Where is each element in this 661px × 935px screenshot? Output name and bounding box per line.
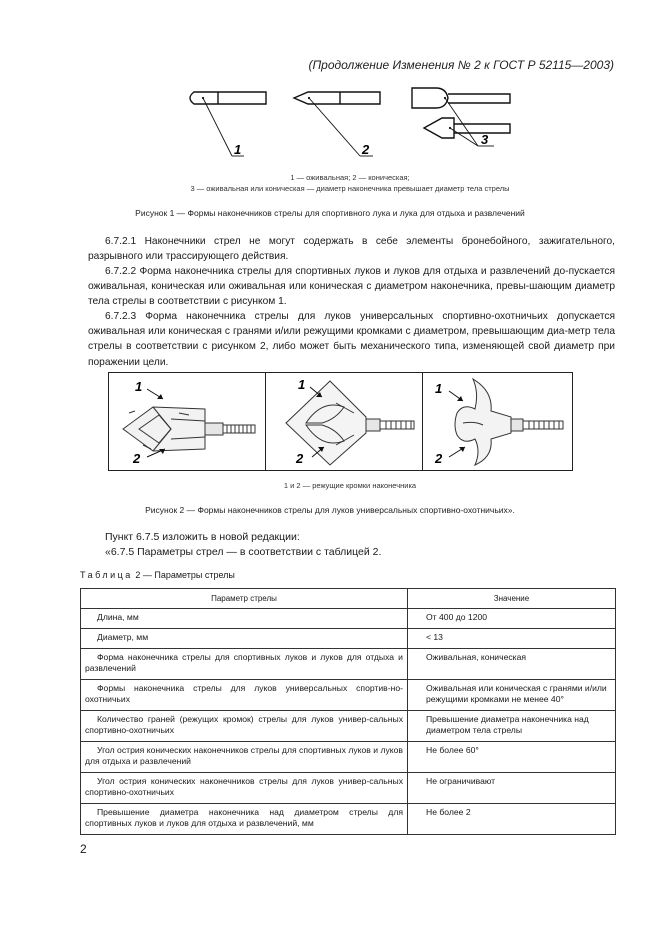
figure-2-panel-bladed [109, 373, 266, 470]
table-cell-value: < 13 [408, 629, 616, 649]
table-cell-parameter: Диаметр, мм [81, 629, 408, 649]
fig1-callout-1: 1 [234, 142, 242, 157]
fig2-panel2-callout-1: 1 [298, 377, 306, 392]
fig1-callout-2: 2 [362, 142, 370, 157]
parameters-table [80, 588, 616, 835]
fig2-panel3-callout-1: 1 [435, 381, 443, 396]
table-row [81, 742, 616, 773]
column-header-value: Значение [408, 589, 616, 609]
fig2-panel1-callout-1: 1 [135, 379, 143, 394]
figure-2-panel-delta [266, 373, 423, 470]
table-cell-parameter: Количество граней (режущих кромок) стрелы для луков универ-сальных спортивно-охотничьих [81, 711, 408, 742]
table-cell-parameter: Длина, мм [81, 609, 408, 629]
table-cell-value: Не более 60° [408, 742, 616, 773]
delta-broadhead-drawing [266, 373, 422, 470]
table-label: Таблица [80, 570, 133, 580]
table-row [81, 629, 616, 649]
table-cell-value: Оживальная или коническая с гранями и/или режущими кромками не менее 40° [408, 680, 616, 711]
figure-1-arrowhead-drawing [180, 82, 520, 172]
figure-2-caption: Рисунок 2 — Формы наконечников стрелы для луков универсальных спортивно-охотничьих». [145, 505, 515, 515]
figure-1-legend-line-2: 3 — оживальная или коническая — диаметр наконечника превышает диаметр тела стрелы [190, 184, 510, 193]
amendment-line-2: «6.7.5 Параметры стрел — в соответствии с таблицей 2. [105, 546, 382, 558]
curved-broadhead-drawing [423, 373, 572, 470]
table-cell-value: Оживальная, коническая [408, 649, 616, 680]
table-row [81, 711, 616, 742]
figure-2-panel-curved [423, 373, 572, 470]
table-cell-parameter: Формы наконечника стрелы для луков универсальных спортив-но-охотничьих [81, 680, 408, 711]
table-cell-parameter: Угол острия конических наконечников стрелы для спортивных луков и луков для отдыха и развлечений [81, 742, 408, 773]
table-cell-parameter: Форма наконечника стрелы для спортивных луков и луков для отдыха и развлечений [81, 649, 408, 680]
figure-1-caption: Рисунок 1 — Формы наконечников стрелы для спортивного лука и лука для отдыха и развлечений [135, 208, 525, 218]
table-cell-value: От 400 до 1200 [408, 609, 616, 629]
fig2-panel1-callout-2: 2 [133, 451, 141, 466]
running-header: (Продолжение Изменения № 2 к ГОСТ Р 52115—2003) [308, 58, 614, 72]
fig2-panel2-callout-2: 2 [296, 451, 304, 466]
table-row [81, 804, 616, 835]
fig2-panel3-callout-2: 2 [435, 451, 443, 466]
table-row [81, 680, 616, 711]
fig1-callout-3: 3 [481, 132, 489, 147]
bladed-broadhead-drawing [109, 373, 265, 470]
table-header-row [81, 589, 616, 609]
column-header-parameter: Параметр стрелы [81, 589, 408, 609]
table-cell-value: Не более 2 [408, 804, 616, 835]
table-title-text: — Параметры стрелы [142, 570, 235, 580]
table-row [81, 649, 616, 680]
figure-2-frame [108, 372, 573, 471]
table-cell-value: Не ограничивают [408, 773, 616, 804]
paragraph-6-7-2-3: 6.7.2.3 Форма наконечника стрелы для луков универсальных спортивно-охотничьих допускается оживальная или коническая с гранями и/или режущими кромками с диаметром, превышающим диа-метр тела стрелы в соответствии с рисунком 2, либо может быть механического типа, изменяющей свой диаметр при поражении цели. [88, 311, 615, 368]
table-row [81, 773, 616, 804]
figure-2-legend: 1 и 2 — режущие кромки наконечника [283, 481, 417, 490]
paragraph-6-7-2-1: 6.7.2.1 Наконечники стрел не могут содержать в себе элементы бронебойного, зажигательного, разрывного или трассирующего действия. [88, 236, 615, 263]
table-cell-parameter: Угол острия конических наконечников стрелы для луков универ-сальных спортивно-охотничьих [81, 773, 408, 804]
table-title [80, 570, 235, 580]
table-cell-parameter: Превышение диаметра наконечника над диаметром стрелы для спортивных луков и луков для отдыха и развлечений, мм [81, 804, 408, 835]
table-number: 2 [135, 570, 141, 580]
page-number: 2 [80, 842, 87, 856]
paragraph-6-7-2-2: 6.7.2.2 Форма наконечника стрелы для спортивных луков и луков для отдыха и развлечений до-пускается оживальная, коническая или оживальная или коническая с диаметром наконечника, превы-шающим диаметр тела стрелы в соответствии с рисунком 1. [88, 266, 615, 308]
figure-1-legend-line-1: 1 — оживальная; 2 — коническая; [290, 173, 410, 182]
table-cell-value: Превышение диаметра наконечника над диаметром тела стрелы [408, 711, 616, 742]
table-row [81, 609, 616, 629]
amendment-line-1: Пункт 6.7.5 изложить в новой редакции: [105, 531, 300, 543]
